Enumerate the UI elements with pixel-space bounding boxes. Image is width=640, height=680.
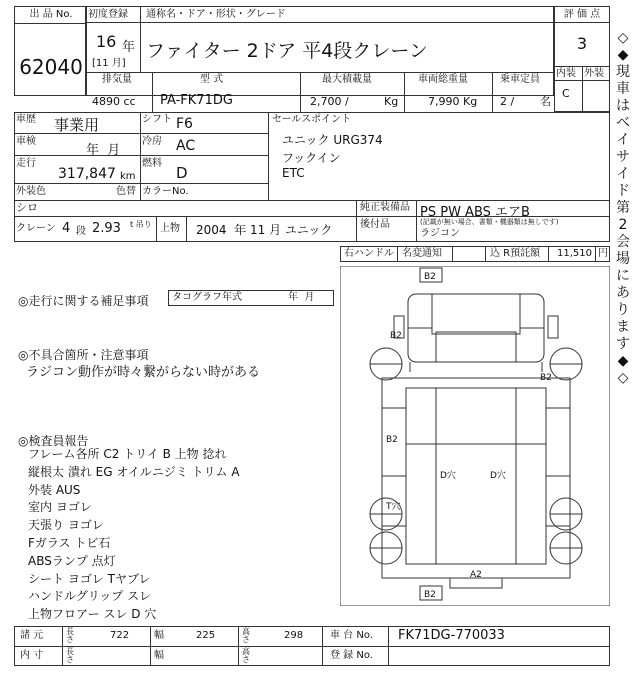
eval-score: 3 [576,34,588,53]
ac-value: AC [176,138,196,154]
truck-damage-diagram [340,266,610,606]
damage-b2-side: B2 [386,435,398,445]
inspector-line: 天張り ヨゴレ [28,518,104,533]
damage-b2-top: B2 [424,272,436,282]
exterior-label: 外装 [584,68,604,79]
height-label: 高さ [242,627,250,644]
displacement: 4890 cc [92,95,136,108]
defect-title: ◎不具合箇所・注意事項 [18,348,149,362]
damage-d-hole-right: D穴 [490,471,506,481]
model-type: PA-FK71DG [160,93,233,108]
sales-line-1: ユニック URG374 [282,133,383,147]
inspect-label: 車検 [16,136,36,147]
damage-b2-bottom: B2 [424,590,436,600]
width-label: 幅 [154,630,164,641]
lot-box [14,6,86,96]
reg-year: 16 [96,32,117,51]
chassis-value: FK71DG-770033 [398,628,505,643]
length-label: 長さ [66,627,74,644]
inspector-line: Fガラス トビ石 [28,535,111,550]
inspector-title: ◎検査員報告 [18,434,89,448]
color-label: 外装色 [16,186,46,197]
capacity: 2 / [500,95,515,108]
fuel-label: 燃料 [142,158,162,169]
chassis-label: 車 台 No. [330,630,373,641]
steering: 右ハンドル [340,246,398,262]
fuel-value: D [176,164,188,182]
name-change-box [452,246,486,262]
location-notice: ◇ ◆ 現 車 は ベ イ サ イ ド 第 2 会 場 に あ り ま す ◆ ◇ [616,30,630,386]
lot-number: 62040 [19,55,83,79]
width-value: 225 [196,630,216,641]
std-equipment: PS PW ABS エアB [420,205,530,220]
in-length-label: 長さ [66,647,74,664]
length-value: 722 [110,630,130,641]
color-value: シロ [16,201,38,214]
tacho-label: タコグラフ年式 [172,292,242,303]
in-width-label: 幅 [154,650,164,661]
lot-label: 出 品 No. [29,9,73,20]
dims-label: 諸 元 [20,630,44,641]
crane-stage-unit: 段 [76,226,86,237]
crane-label: クレーン [16,223,56,234]
shift-value: F6 [176,116,193,132]
damage-d-hole-left: D穴 [440,471,456,481]
damage-a2: A2 [470,570,482,580]
capacity-unit: 名 [540,95,551,108]
tax-label: 込 R預託額 [490,248,541,259]
upper-label: 上物 [160,223,180,234]
cap-label: 乗車定員 [500,74,540,85]
damage-t-hole: T穴 [386,502,401,512]
load-label: 最大積載量 [322,74,372,85]
type-label: 型 式 [200,74,224,85]
damage-b2-cab-left: B2 [390,331,402,341]
inspector-line: ABSランプ 点灯 [28,553,116,568]
sales-label: セールスポイント [272,114,352,125]
history-label: 車歴 [16,114,36,125]
gvw-label: 車両総重量 [418,74,468,85]
color-no-label: カラーNo. [142,186,189,197]
reg-year-unit: 年 [122,40,136,55]
first-reg-label: 初度登録 [88,9,128,20]
inspector-line: ハンドルグリップ スレ [28,589,152,604]
deposit-value: 11,510 [548,246,596,262]
max-load: 2,700 / [310,95,349,108]
name-label: 通称名・ドア・形状・グレード [146,9,286,20]
inspector-line: シート ヨゴレ Tヤブレ [28,571,151,586]
inspector-line: 外装 AUS [28,482,81,497]
disp-label: 排気量 [102,74,132,85]
reg-month: [11 月] [92,58,126,69]
inspector-line: 上物フロアー スレ D 穴 [28,607,157,622]
max-load-unit: Kg [384,95,399,108]
inspector-line: フレーム各所 C2 トリイ B 上物 捻れ [28,447,227,461]
deposit-unit: 円 [598,248,608,259]
inspect-value: 年 月 [86,143,121,158]
interior-dims-label: 内 寸 [20,650,44,661]
gvw: 7,990 Kg [428,95,478,108]
ac-label: 冷房 [142,136,162,147]
crane-tons: 2.93 [92,221,121,236]
model-name: ファイター 2ドア 平4段クレーン [146,40,428,62]
mileage-unit: km [120,171,136,182]
defect-text: ラジコン動作が時々繋がらない時がある [26,365,261,380]
crane-stages: 4 [62,221,71,236]
running-title: ◎走行に関する補足事項 [18,294,149,308]
std-equipment-label: 純正装備品 [360,202,410,213]
tacho-value: 年 月 [288,292,315,303]
eval-label: 評 価 点 [563,9,601,20]
in-height-label: 高さ [242,647,250,664]
color-code-label: 色替 [116,186,136,197]
inspector-report [28,446,240,624]
sales-line-2: フックイン [282,151,341,165]
inspector-line: 室内 ヨゴレ [28,500,92,515]
after-equipment: ラジコン [420,228,460,239]
inspector-line: 縦根太 潰れ EG オイルニジミ トリム A [28,464,240,479]
interior-score: C [562,87,570,100]
upper-value: 2004 年 11 月 ユニック [196,223,333,237]
after-equipment-note: (記載が無い場合、書類・機器類は無しです) [420,218,559,226]
damage-b2-cab-right: B2 [540,373,552,383]
crane-ton-unit: t 吊り [130,220,152,229]
height-value: 298 [284,630,304,641]
shift-label: シフト [142,114,172,125]
name-change-label: 名変通知 [402,248,442,259]
reg-no-label: 登 録 No. [330,650,373,661]
sales-line-3: ETC [282,166,305,180]
mileage-label: 走行 [16,158,36,169]
mileage-value: 317,847 [58,166,116,182]
history-value: 事業用 [54,116,100,134]
after-equipment-label: 後付品 [360,219,390,230]
interior-label: 内装 [556,68,576,79]
